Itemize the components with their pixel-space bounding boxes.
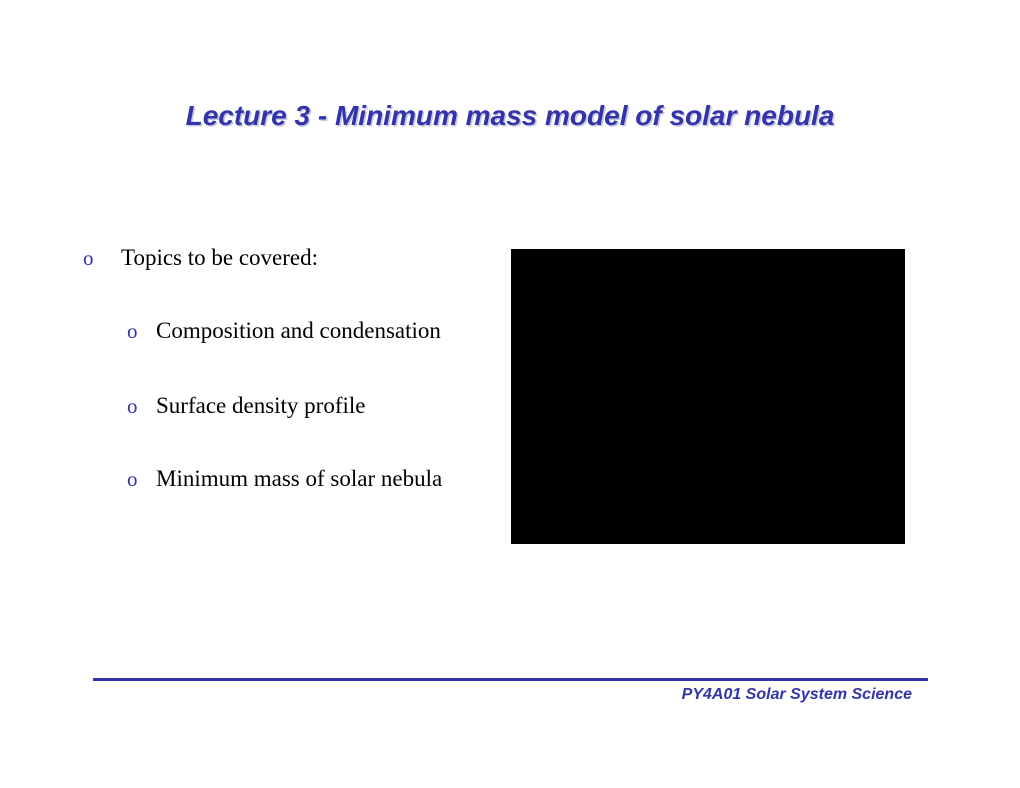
footer-divider xyxy=(93,678,928,681)
slide-image xyxy=(511,249,905,544)
bullet-marker: o xyxy=(127,467,138,491)
bullet-item xyxy=(83,243,318,273)
bullet-marker: o xyxy=(127,319,138,343)
bullet-marker: o xyxy=(83,246,94,270)
footer-course-title: PY4A01 Solar System Science xyxy=(681,686,912,703)
slide-title: Lecture 3 - Minimum mass model of solar nebula xyxy=(185,100,835,131)
sub-bullet-text: Minimum mass of solar nebula xyxy=(156,466,443,491)
sub-bullet-item xyxy=(127,391,365,421)
sub-bullet-item xyxy=(127,316,441,346)
bullet-text: Topics to be covered: xyxy=(121,245,319,270)
bullet-marker: o xyxy=(127,394,138,418)
sub-bullet-text: Surface density profile xyxy=(156,393,366,418)
sub-bullet-item xyxy=(127,464,442,494)
sub-bullet-text: Composition and condensation xyxy=(156,318,441,343)
